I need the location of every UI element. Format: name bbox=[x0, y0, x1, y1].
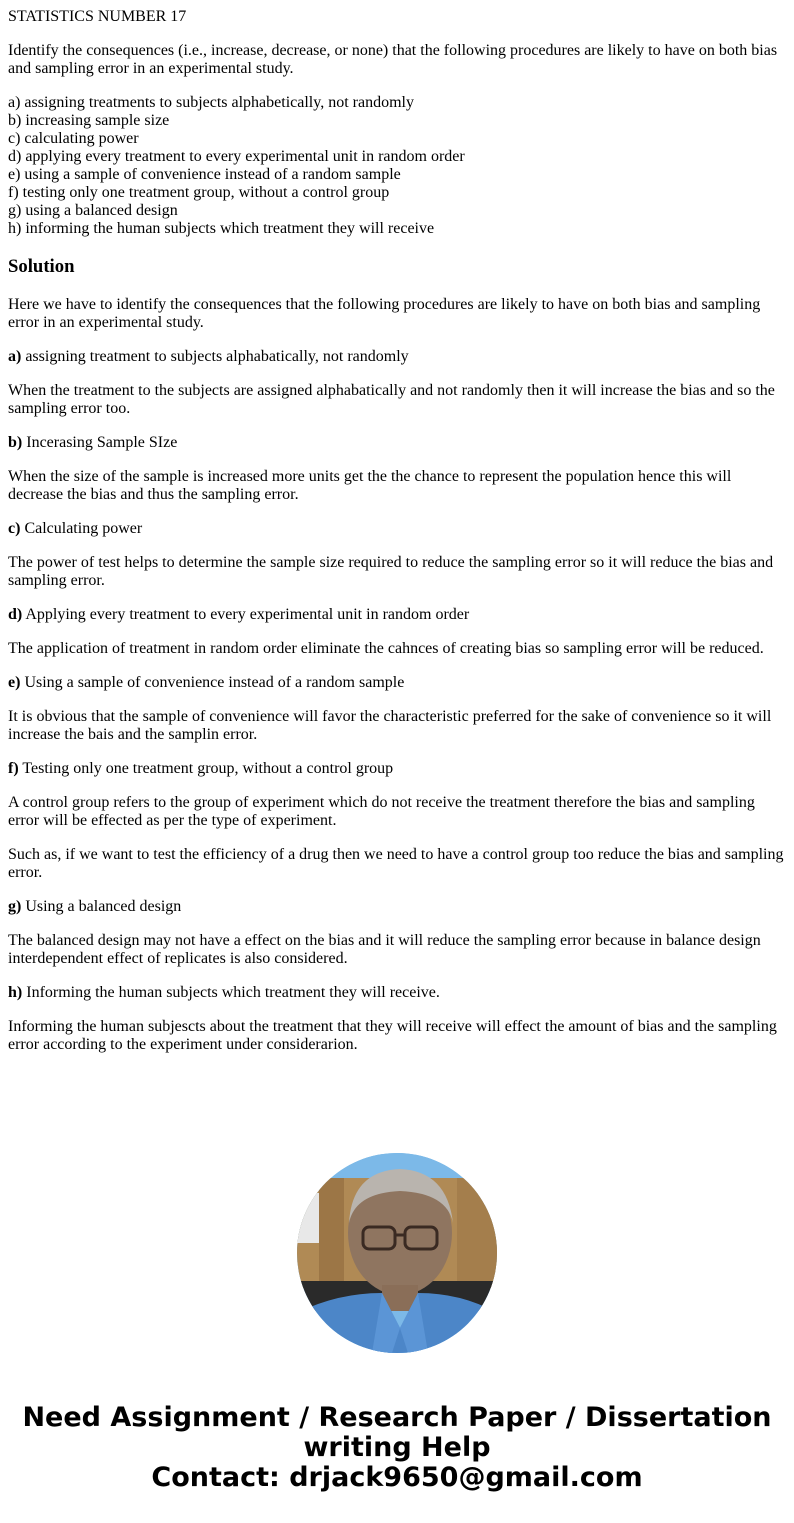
part-f-answer: A control group refers to the group of experiment which do not receive the treatment therefore the bias and sampling error will be effected as per the type of experiment. bbox=[8, 794, 755, 829]
part-letter: h) bbox=[8, 984, 23, 1001]
question-item: f) testing only one treatment group, without a control group bbox=[8, 184, 390, 201]
question-item: e) using a sample of convenience instead of a random sample bbox=[8, 166, 401, 183]
part-e-heading bbox=[8, 674, 786, 692]
part-letter: f) bbox=[8, 760, 19, 777]
solution-heading: Solution bbox=[8, 256, 75, 277]
part-letter: g) bbox=[8, 898, 22, 915]
contact-email: Contact: drjack9650@gmail.com bbox=[151, 1462, 643, 1493]
author-avatar bbox=[297, 1153, 497, 1353]
question-item: c) calculating power bbox=[8, 130, 139, 147]
part-d-heading bbox=[8, 606, 786, 624]
part-h-answer: Informing the human subjescts about the treatment that they will receive will effect the amount of bias and the sampling error according to the experiment under considerarion. bbox=[8, 1018, 777, 1053]
part-b-answer: When the size of the sample is increased more units get the the chance to represent the population hence this will decrease the bias and thus the sampling error. bbox=[8, 468, 732, 503]
question-item: a) assigning treatments to subjects alphabetically, not randomly bbox=[8, 94, 414, 111]
promo-line-1: Need Assignment / Research Paper / Dissertation bbox=[22, 1402, 772, 1433]
solution-intro: Here we have to identify the consequences that the following procedures are likely to have on both bias and sampling error in an experimental study. bbox=[8, 296, 761, 331]
part-letter: a) bbox=[8, 348, 22, 365]
question-item: d) applying every treatment to every experimental unit in random order bbox=[8, 148, 465, 165]
part-b-heading bbox=[8, 434, 786, 452]
part-title: Informing the human subjects which treatment they will receive. bbox=[22, 984, 440, 1001]
question-item: b) increasing sample size bbox=[8, 112, 170, 129]
question-items bbox=[8, 94, 786, 238]
part-g-heading bbox=[8, 898, 786, 916]
part-h-heading bbox=[8, 984, 786, 1002]
part-a-answer: When the treatment to the subjects are assigned alphabatically and not randomly then it will increase the bias and so the sampling error too. bbox=[8, 382, 775, 417]
part-letter: b) bbox=[8, 434, 23, 451]
part-c-answer: The power of test helps to determine the sample size required to reduce the sampling error so it will reduce the bias and sampling error. bbox=[8, 554, 774, 589]
promo-line-2: writing Help bbox=[303, 1432, 491, 1463]
part-d-answer: The application of treatment in random order eliminate the cahnces of creating bias so sampling error will be reduced. bbox=[8, 640, 764, 657]
part-letter: c) bbox=[8, 520, 21, 537]
part-title: Calculating power bbox=[20, 520, 143, 537]
part-letter: d) bbox=[8, 606, 23, 623]
part-title: Testing only one treatment group, without a control group bbox=[18, 760, 394, 777]
person-photo-icon bbox=[297, 1153, 497, 1353]
part-f-answer-example: Such as, if we want to test the efficiency of a drug then we need to have a control group too reduce the bias and sampling error. bbox=[8, 846, 784, 881]
part-e-answer: It is obvious that the sample of convenience will favor the characteristic preferred for the sake of convenience so it will increase the bais and the samplin error. bbox=[8, 708, 772, 743]
part-c-heading bbox=[8, 520, 786, 538]
document-body bbox=[8, 8, 786, 1070]
part-title: assigning treatment to subjects alphabatically, not randomly bbox=[21, 348, 409, 365]
part-letter: e) bbox=[8, 674, 21, 691]
part-g-answer: The balanced design may not have a effect on the bias and it will reduce the sampling error because in balance design interdependent effect of replicates is also considered. bbox=[8, 932, 761, 967]
part-a-heading bbox=[8, 348, 786, 366]
promo-footer bbox=[0, 1403, 794, 1493]
part-f-heading bbox=[8, 760, 786, 778]
question-item: h) informing the human subjects which treatment they will receive bbox=[8, 220, 435, 237]
question-item: g) using a balanced design bbox=[8, 202, 178, 219]
question-title: STATISTICS NUMBER 17 bbox=[8, 8, 187, 25]
part-title: Incerasing Sample SIze bbox=[22, 434, 178, 451]
part-title: Applying every treatment to every experimental unit in random order bbox=[22, 606, 470, 623]
question-prompt: Identify the consequences (i.e., increase, decrease, or none) that the following procedures are likely to have on both bias and sampling error in an experimental study. bbox=[8, 42, 778, 77]
part-title: Using a sample of convenience instead of a random sample bbox=[20, 674, 405, 691]
part-title: Using a balanced design bbox=[21, 898, 182, 915]
